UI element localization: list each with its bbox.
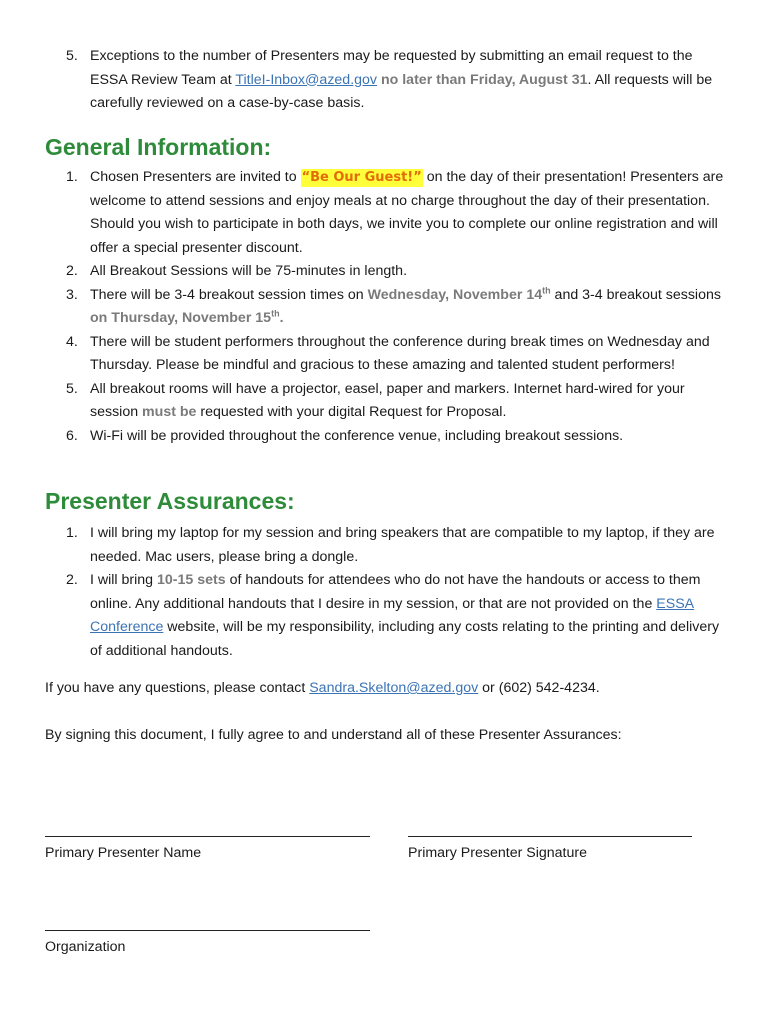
- list-item: [0, 331, 770, 378]
- be-our-guest-highlight: “Be Our Guest!”: [301, 170, 422, 185]
- list-item: [0, 284, 770, 331]
- contact-line: [45, 677, 600, 699]
- date-suffix: th: [271, 308, 280, 319]
- list-number: 5.: [66, 380, 78, 397]
- date-period: .: [279, 310, 284, 326]
- list-text: and 3-4 breakout sessions: [550, 286, 721, 303]
- presenter-assurances-list: [0, 522, 770, 663]
- list-item: [0, 425, 770, 449]
- presenter-name-line[interactable]: [45, 836, 370, 837]
- list-number: 1.: [66, 169, 78, 185]
- list-item: [0, 260, 770, 284]
- list-text: Wi-Fi will be provided throughout the conference venue, including breakout sessions.: [90, 427, 624, 444]
- list-text: requested with your digital Request for Proposal.: [196, 404, 507, 420]
- list-number: 2.: [66, 263, 78, 279]
- contact-text: If you have any questions, please contact: [45, 680, 310, 696]
- titlei-inbox-email-link[interactable]: TitleI-Inbox@azed.gov: [235, 71, 378, 88]
- presenter-signature-line[interactable]: [408, 836, 692, 837]
- list-text: of handouts for attendees who do not have the handouts or access to them online. Any additional handouts that I desire in my session, or that are not provided on the: [90, 572, 701, 612]
- contact-phone-text: or (602) 542-4234.: [478, 680, 600, 696]
- list-text: All Breakout Sessions will be 75-minutes in length.: [90, 263, 408, 279]
- list-text: There will be student performers throughout the conference during break times on Wednesday and Thursday. Please be mindful and gracious to these amazing and talented student performers!: [90, 333, 710, 373]
- list-text: Exceptions to the number of Presenters may be requested by submitting an email request to the ESSA Review Team at: [90, 48, 693, 88]
- wednesday-date: [367, 284, 551, 303]
- list-number: 4.: [66, 333, 78, 350]
- list-text: I will bring my laptop for my session and bring speakers that are compatible to my laptop, if they are needed. Mac users, please bring a dongle.: [90, 525, 715, 565]
- general-information-list: [0, 166, 770, 448]
- exceptions-list: [0, 45, 770, 116]
- list-text: I will bring: [90, 572, 158, 588]
- list-number: 2.: [66, 572, 78, 588]
- agreement-statement: By signing this document, I fully agree to and understand all of these Presenter Assurances:: [45, 727, 622, 743]
- list-text: on the day of their presentation! Presenters are welcome to attend sessions and enjoy meals at no charge throughout the day of their presentation. Should you wish to participate in both days, we invite you to complete our online registration and will offer a special presenter discount.: [90, 169, 724, 256]
- list-text: Chosen Presenters are invited to: [90, 169, 301, 185]
- date-text: Wednesday, November 14: [367, 286, 543, 303]
- date-text: on Thursday, November 15: [90, 310, 272, 326]
- organization-label: Organization: [45, 939, 126, 955]
- organization-line[interactable]: [45, 930, 370, 931]
- list-text: . All requests will be carefully reviewed on a case-by-case basis.: [90, 71, 713, 111]
- presenter-signature-label: Primary Presenter Signature: [408, 845, 587, 861]
- general-information-heading: General Information:: [45, 134, 272, 160]
- list-number: 5.: [66, 48, 78, 64]
- list-item: [0, 522, 770, 569]
- must-be-emphasis: must be: [142, 404, 197, 420]
- sandra-skelton-email-link[interactable]: Sandra.Skelton@azed.gov: [309, 680, 479, 696]
- handout-sets-emphasis: 10-15 sets: [157, 572, 226, 588]
- list-item: [0, 166, 770, 260]
- deadline-text: no later than Friday, August 31: [380, 71, 588, 88]
- list-text: There will be 3-4 breakout session times on: [90, 286, 368, 303]
- list-number: 3.: [66, 286, 78, 303]
- list-number: 6.: [66, 427, 78, 444]
- list-item: [0, 378, 770, 425]
- presenter-assurances-heading: Presenter Assurances:: [45, 488, 295, 514]
- presenter-name-label: Primary Presenter Name: [45, 845, 202, 861]
- list-text: All breakout rooms will have a projector, easel, paper and markers. Internet hard-wired for your session: [90, 380, 685, 420]
- list-item: [0, 45, 770, 116]
- date-suffix: th: [542, 284, 551, 295]
- essa-conference-link[interactable]: ESSA Conference: [90, 595, 695, 635]
- list-text: website, will be my responsibility, including any costs relating to the printing and delivery of additional handouts.: [90, 619, 720, 659]
- list-number: 1.: [66, 525, 78, 541]
- list-item: [0, 569, 770, 663]
- thursday-date: [90, 310, 284, 326]
